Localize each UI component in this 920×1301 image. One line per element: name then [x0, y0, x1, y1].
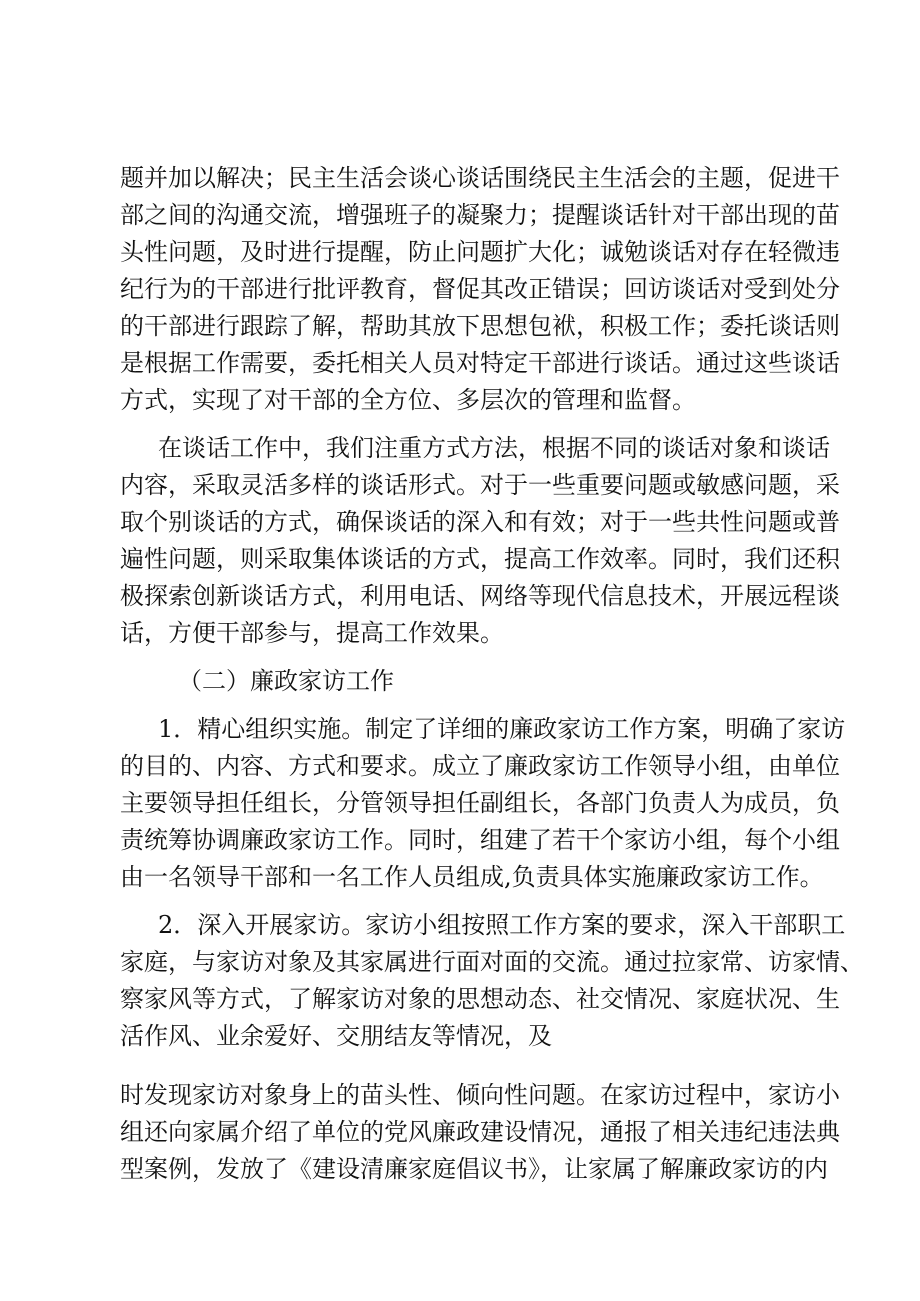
paragraph-line: 由一名领导干部和一名工作人员组成,负责具体实施廉政家访工作。 — [120, 863, 824, 891]
paragraph-line: 极探索创新谈话方式，利用电话、网络等现代信息技术，开展远程谈 — [120, 582, 840, 610]
paragraph-line: 部之间的沟通交流，增强班子的凝聚力；提醒谈话针对干部出现的苗 — [120, 201, 840, 229]
paragraph-line: 家庭，与家访对象及其家属进行面对面的交流。通过拉家常、访家情、 — [120, 948, 864, 976]
paragraph-line: 内容，采取灵活多样的谈话形式。对于一些重要问题或敏感问题，采 — [120, 471, 840, 499]
paragraph-line: 话，方便干部参与，提高工作效果。 — [120, 619, 504, 647]
paragraph-line: 在谈话工作中，我们注重方式方法，根据不同的谈话对象和谈话 — [158, 434, 830, 462]
paragraph-line: 是根据工作需要，委托相关人员对特定干部进行谈话。通过这些谈话 — [120, 349, 840, 377]
paragraph-line: 遍性问题，则采取集体谈话的方式，提高工作效率。同时，我们还积 — [120, 545, 840, 573]
paragraph-line: 责统筹协调廉政家访工作。同时，组建了若干个家访小组，每个小组 — [120, 826, 840, 854]
section-heading: （二）廉政家访工作 — [178, 667, 394, 695]
paragraph-line: 方式，实现了对干部的全方位、多层次的管理和监督。 — [120, 386, 696, 414]
paragraph-line: 1．精心组织实施。制定了详细的廉政家访工作方案，明确了家访 — [158, 715, 846, 743]
paragraph-line: 的干部进行跟踪了解，帮助其放下思想包袱，积极工作；委托谈话则 — [120, 312, 840, 340]
paragraph-line: 的目的、内容、方式和要求。成立了廉政家访工作领导小组，由单位 — [120, 752, 840, 780]
paragraph-line: 型案例，发放了《建设清廉家庭倡议书》，让家属了解廉政家访的内 — [120, 1155, 828, 1183]
paragraph-line: 题并加以解决；民主生活会谈心谈话围绕民主生活会的主题，促进干 — [120, 164, 840, 192]
paragraph-line: 取个别谈话的方式，确保谈话的深入和有效；对于一些共性问题或普 — [120, 508, 840, 536]
paragraph-line: 组还向家属介绍了单位的党风廉政建设情况，通报了相关违纪违法典 — [120, 1118, 840, 1146]
paragraph-line: 纪行为的干部进行批评教育，督促其改正错误；回访谈话对受到处分 — [120, 275, 840, 303]
paragraph-line: 时发现家访对象身上的苗头性、倾向性问题。在家访过程中，家访小 — [120, 1081, 840, 1109]
paragraph-line: 活作风、业余爱好、交朋结友等情况，及 — [120, 1022, 552, 1050]
paragraph-line: 主要领导担任组长，分管领导担任副组长，各部门负责人为成员，负 — [120, 789, 840, 817]
paragraph-line: 察家风等方式，了解家访对象的思想动态、社交情况、家庭状况、生 — [120, 985, 840, 1013]
paragraph-line: 头性问题，及时进行提醒，防止问题扩大化；诚勉谈话对存在轻微违 — [120, 238, 840, 266]
paragraph-line: 2．深入开展家访。家访小组按照工作方案的要求，深入干部职工 — [158, 911, 846, 939]
